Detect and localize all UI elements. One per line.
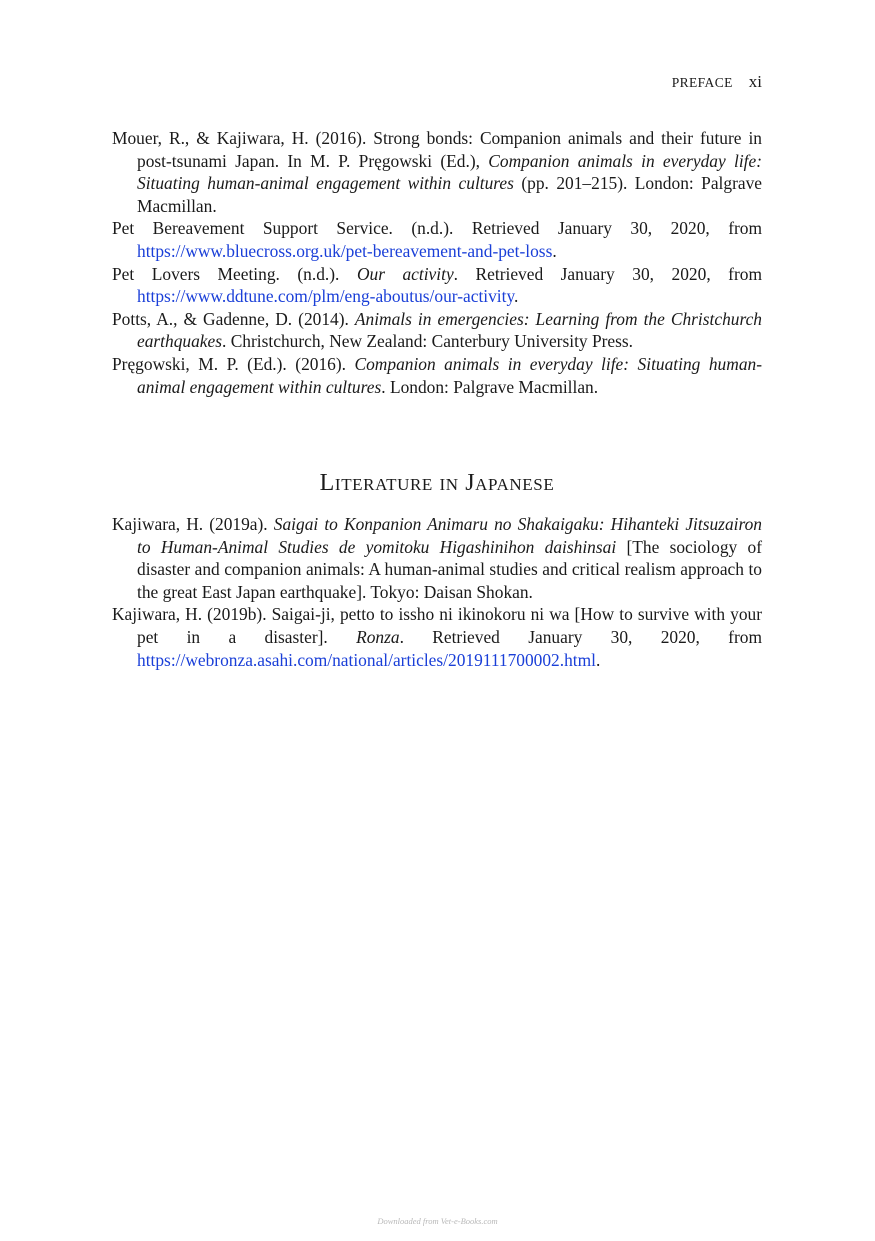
reference-title: Saigai to Konpanion Animaru no Shakaigaku: Hihanteki Jitsuzairon to Human-Animal Studies de yomitoku Higashinihon daishinsai <box>137 514 762 557</box>
reference-text: . <box>514 286 519 307</box>
reference-entry <box>112 513 762 603</box>
reference-text: [The sociology of disaster and companion animals: A human-animal studies and critical realism approach to the great East Japan earthquake]. Tokyo: Daisan Shokan. <box>137 536 762 602</box>
reference-title: Animals in emergencies: Learning from the Christchurch earthquakes <box>137 308 762 352</box>
running-head <box>560 72 762 92</box>
reference-list <box>112 127 762 398</box>
reference-text: Pet Lovers Meeting. (n.d.). <box>112 263 357 284</box>
side-margin-mark <box>2 178 12 218</box>
reference-url-link[interactable]: https://www.ddtune.com/plm/eng-aboutus/our-activity <box>137 286 515 307</box>
reference-title: Our activity <box>356 263 454 284</box>
reference-text: . <box>595 649 601 670</box>
reference-text: . London: Palgrave Macmillan. <box>381 376 599 397</box>
reference-text: Pręgowski, M. P. (Ed.). (2016). <box>112 353 355 374</box>
reference-text: . Retrieved January 30, 2020, from <box>453 263 762 284</box>
reference-entry <box>112 127 762 217</box>
reference-entry <box>112 217 762 262</box>
reference-text: Pet Bereavement Support Service. (n.d.). Retrieved January 30, 2020, from <box>112 218 762 239</box>
footer-watermark: Downloaded from Vet-e-Books.com <box>377 1216 498 1226</box>
reference-entry <box>112 263 762 308</box>
running-head-section: PREFACE <box>671 75 733 90</box>
reference-entry <box>112 353 762 398</box>
reference-title: Ronza <box>356 626 400 647</box>
reference-text: Potts, A., & Gadenne, D. (2014). <box>112 308 355 329</box>
reference-url-link[interactable]: https://webronza.asahi.com/national/articles/2019111700002.html <box>137 649 596 670</box>
reference-title: Companion animals in everyday life: Situating human-animal engagement within cultures <box>137 150 762 194</box>
reference-entry <box>112 603 762 671</box>
reference-text: Mouer, R., & Kajiwara, H. (2016). Strong bonds: Companion animals and their future in post-tsunami Japan. In M. P. Pręgowski (Ed.), <box>112 128 762 171</box>
page-number: xi <box>748 72 762 91</box>
reference-url-link[interactable]: https://www.bluecross.org.uk/pet-bereavement-and-pet-loss <box>137 240 553 261</box>
reference-text: Kajiwara, H. (2019a). <box>112 514 274 534</box>
section-heading: Literature in Japanese <box>319 470 555 496</box>
japanese-reference-list <box>112 513 762 671</box>
reference-text: Kajiwara, H. (2019b). Saigai-ji, petto to issho ni ikinokoru ni wa [How to survive with your pet in a disaster]. <box>112 604 762 647</box>
reference-text: (pp. 201–215). London: Palgrave Macmillan. <box>137 173 763 216</box>
reference-text: . Retrieved January 30, 2020, from <box>399 626 762 647</box>
reference-title: Companion animals in everyday life: Situating human-animal engagement within cultures <box>137 353 762 397</box>
reference-text: . Christchurch, New Zealand: Canterbury University Press. <box>222 331 634 352</box>
reference-entry <box>112 308 762 353</box>
reference-text: . <box>552 240 557 261</box>
